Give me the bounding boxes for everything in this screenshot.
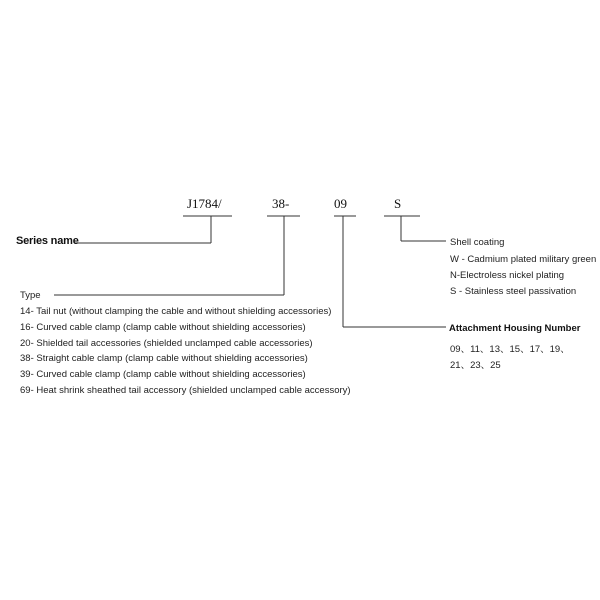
code-type: 38- bbox=[272, 196, 290, 211]
code-prefix: J1784/ bbox=[187, 196, 222, 211]
type-item: 69- Heat shrink sheathed tail accessory (shielded unclamped cable accessory) bbox=[20, 385, 351, 396]
coating-heading: Shell coating bbox=[450, 237, 505, 248]
housing-values-line2: 21、23、25 bbox=[450, 360, 501, 371]
code-coating: S bbox=[394, 196, 402, 211]
housing-values-line1: 09、11、13、15、17、19、 bbox=[450, 344, 570, 355]
coating-item: W - Cadmium plated military green bbox=[450, 254, 597, 265]
code-housing: 09 bbox=[334, 196, 347, 211]
type-item: 16- Curved cable clamp (clamp cable without shielding accessories) bbox=[20, 322, 306, 333]
type-item: 39- Curved cable clamp (clamp cable without shielding accessories) bbox=[20, 369, 306, 380]
coating-item: S - Stainless steel passivation bbox=[450, 286, 577, 297]
series-name-label: Series name bbox=[16, 235, 79, 247]
housing-heading: Attachment Housing Number bbox=[449, 323, 581, 334]
type-item: 38- Straight cable clamp (clamp cable without shielding accessories) bbox=[20, 353, 308, 364]
type-heading: Type bbox=[20, 290, 41, 301]
type-item: 14- Tail nut (without clamping the cable and without shielding accessories) bbox=[20, 306, 332, 317]
coating-item: N-Electroless nickel plating bbox=[450, 270, 565, 281]
type-item: 20- Shielded tail accessories (shielded unclamped cable accessories) bbox=[20, 338, 313, 349]
